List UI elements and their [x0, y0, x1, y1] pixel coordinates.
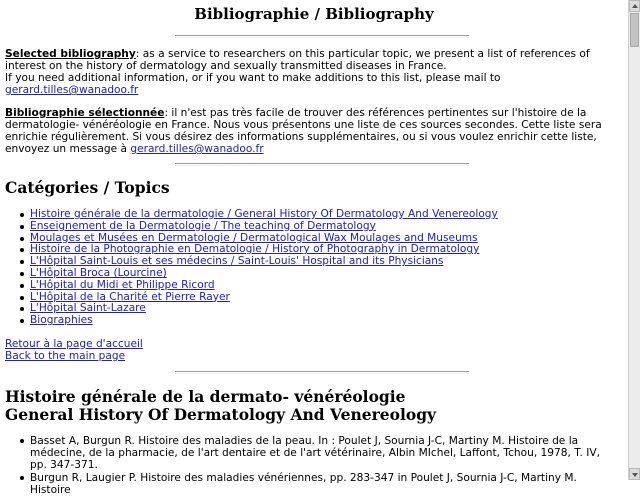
list-item: Basset A, Burgun R. Histoire des maladies de la peau. In : Poulet J, Sournia J-C, Martiny M. Histoire de la médecine, de la pharmacie, de l'art dentaire et de l'art vétérinaire, Albin MIchel, Laffont, Tchou, 1978, T. IV, pp. 347-371.: [30, 435, 620, 471]
home-link-en[interactable]: Back to the main page: [5, 350, 126, 362]
english-intro-lead: Selected bibliography: [5, 48, 136, 60]
french-intro-text: : il n'est pas très facile de trouver des références pertinentes sur l'histoire de la dermatologie- vénéréologie en France. Nous vous présentons une liste de ces sources secondes. Cette liste sera enrichie régulièrement. Si vous désirez des informations supplémentaires, ou si vous voulez enrichir cette liste, envoyez un message à: [5, 107, 602, 155]
scroll-down-arrow-icon[interactable]: [629, 468, 640, 480]
vertical-scrollbar[interactable]: [628, 0, 640, 480]
english-email-link[interactable]: gerard.tilles@wanadoo.fr: [5, 84, 139, 96]
nav-links: [5, 338, 143, 362]
french-intro-lead: Bibliographie sélectionnée: [5, 107, 165, 119]
topic-link-moulages[interactable]: Moulages et Musées en Dermatologie / Dermatological Wax Moulages and Museums: [30, 231, 478, 244]
topic-link-midi-ricord[interactable]: L'Hôpital du Midi et Philippe Ricord: [30, 278, 215, 291]
topic-link-teaching[interactable]: Enseignement de la Dermatologie / The teaching of Dermatology: [30, 219, 376, 232]
english-intro-text: : as a service to researchers on this particular topic, we present a list of references of interest on the history of dermatology and sexually transmitted diseases in France.: [5, 48, 590, 72]
french-intro: [5, 107, 623, 155]
categories-heading: Catégories / Topics: [5, 178, 170, 197]
divider: [175, 371, 469, 374]
topic-link-photography[interactable]: Histoire de la Photographie en Dematologie / History of Photography in Dermatology: [30, 243, 480, 256]
topic-link-saint-louis[interactable]: L'Hôpital Saint-Louis et ses médecins / Saint-Louis' Hospital and its Physicians: [30, 255, 444, 268]
home-link-fr[interactable]: Retour à la page d'accueil: [5, 338, 143, 350]
page-title: Bibliographie / Bibliography: [194, 5, 434, 23]
topics-list: [30, 209, 498, 327]
divider: [175, 163, 469, 166]
topic-link-general-history[interactable]: Histoire générale de la dermatologie / General History Of Dermatology And Venereology: [30, 208, 498, 220]
divider: [175, 35, 469, 38]
references-list: [30, 435, 620, 497]
section-title-fr: Histoire générale de la dermato- vénéréologie: [5, 387, 406, 406]
list-item: [30, 315, 498, 327]
topic-link-broca[interactable]: L'Hôpital Broca (Lourcine): [30, 266, 167, 279]
topic-link-charite-rayer[interactable]: L'Hôpital de la Charité et Pierre Rayer: [30, 290, 230, 303]
topic-link-biographies[interactable]: Biographies: [30, 314, 93, 327]
list-item: [30, 303, 498, 315]
english-intro: [5, 48, 623, 96]
scrollbar-thumb[interactable]: [630, 13, 639, 47]
list-item: Burgun R, Laugier P. Histoire des maladies vénériennes, pp. 283-347 in Poulet J, Sournia J-C, Martiny M. Histoire: [30, 472, 620, 496]
french-email-link[interactable]: gerard.tilles@wanadoo.fr: [130, 143, 264, 155]
english-intro-text-2: If you need additional information, or if you want to make additions to this list, please mail to: [5, 72, 501, 84]
scroll-up-arrow-icon[interactable]: [629, 0, 640, 12]
topic-link-saint-lazare[interactable]: L'Hôpital Saint-Lazare: [30, 302, 146, 315]
section-title-en: General History Of Dermatology And Venereology: [5, 405, 437, 424]
